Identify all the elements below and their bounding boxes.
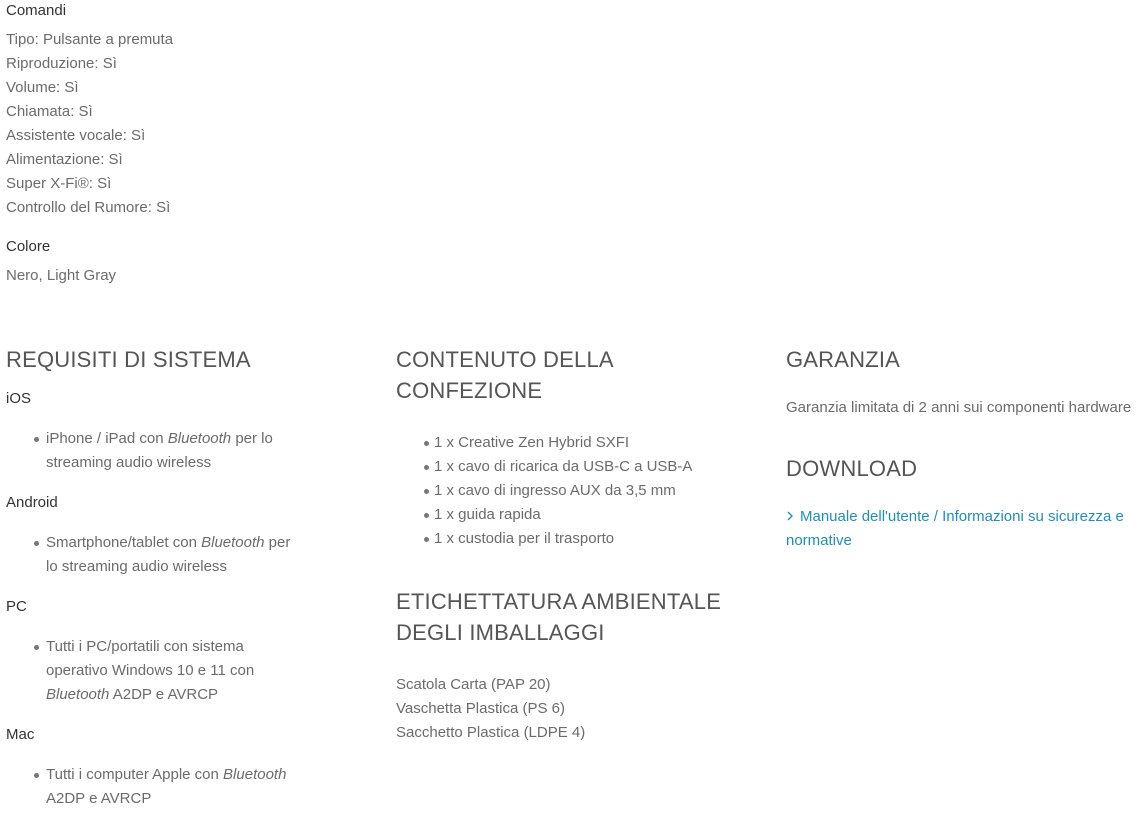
download-section [786,453,1144,553]
package-list [396,431,756,551]
warranty-title: GARANZIA [786,347,901,372]
list-item [6,531,346,579]
req-os-mac: Mac [6,726,35,743]
labeling-title [396,586,756,648]
control-voice-assistant: Assistente vocale: Sì [6,127,146,144]
control-playback: Riproduzione: Sì [6,55,117,72]
req-os-android: Android [6,494,58,511]
labeling-section [396,586,756,745]
warranty-section [786,344,1144,420]
req-emphasis: Bluetooth [223,766,287,783]
req-emphasis: Bluetooth [201,534,265,551]
labeling-item: Scatola Carta (PAP 20) [396,676,551,693]
req-text: per lo [231,430,273,447]
list-item [6,427,346,475]
list-item: 1 x custodia per il trasporto [396,527,756,551]
req-text: streaming audio wireless [46,454,212,471]
req-text: operativo Windows 10 e 11 con [46,662,255,679]
warranty-text: Garanzia limitata di 2 anni sui componenti hardware [786,399,1132,416]
labeling-title-line2: DEGLI IMBALLAGGI [396,620,605,645]
list-item: 1 x cavo di ingresso AUX da 3,5 mm [396,479,756,503]
download-title: DOWNLOAD [786,456,918,481]
req-list-ios [6,427,346,475]
color-title: Colore [6,238,51,255]
control-call: Chiamata: Sì [6,103,93,120]
list-item [6,635,346,707]
controls-section [6,0,173,220]
controls-list [6,28,173,220]
req-os-ios: iOS [6,390,32,407]
list-item [6,763,346,811]
requirements-title: REQUISITI DI SISTEMA [6,347,251,372]
manual-link-text-line2: normative [786,532,852,549]
list-item: 1 x cavo di ricarica da USB-C a USB-A [396,455,756,479]
requirements-section [6,344,346,811]
req-text: lo streaming audio wireless [46,558,227,575]
req-text: Smartphone/tablet con [46,534,202,551]
req-emphasis: Bluetooth [46,686,110,703]
req-text: A2DP e AVRCP [109,686,219,703]
labeling-item: Vaschetta Plastica (PS 6) [396,700,565,717]
color-section [6,235,116,288]
labeling-item: Sacchetto Plastica (LDPE 4) [396,724,586,741]
manual-link-text-line1: Manuale dell'utente / Informazioni su sicurezza e [800,508,1124,525]
req-list-mac [6,763,346,811]
controls-title: Comandi [6,2,67,19]
labeling-title-line1: ETICHETTATURA AMBIENTALE [396,589,722,614]
req-list-android [6,531,346,579]
chevron-right-icon [786,505,796,529]
package-section [396,344,756,551]
manual-download-link[interactable] [786,505,1144,553]
req-text: Tutti i PC/portatili con sistema [46,638,244,655]
control-volume: Volume: Sì [6,79,79,96]
control-noise: Controllo del Rumore: Sì [6,199,171,216]
req-text: iPhone / iPad con [46,430,168,447]
req-emphasis: Bluetooth [167,430,232,447]
package-title-line2: CONFEZIONE [396,378,543,403]
control-super-xfi: Super X-Fi®: Sì [6,175,112,192]
package-title-line1: CONTENUTO DELLA [396,347,614,372]
req-os-pc: PC [6,598,27,615]
list-item: 1 x Creative Zen Hybrid SXFI [396,431,756,455]
req-text: A2DP e AVRCP [46,790,152,807]
req-text: per [264,534,291,551]
control-type: Tipo: Pulsante a premuta [6,31,174,48]
list-item: 1 x guida rapida [396,503,756,527]
labeling-list [396,673,756,745]
package-title [396,344,756,406]
color-value: Nero, Light Gray [6,267,117,284]
req-list-pc [6,635,346,707]
control-power: Alimentazione: Sì [6,151,123,168]
req-text: Tutti i computer Apple con [46,766,224,783]
